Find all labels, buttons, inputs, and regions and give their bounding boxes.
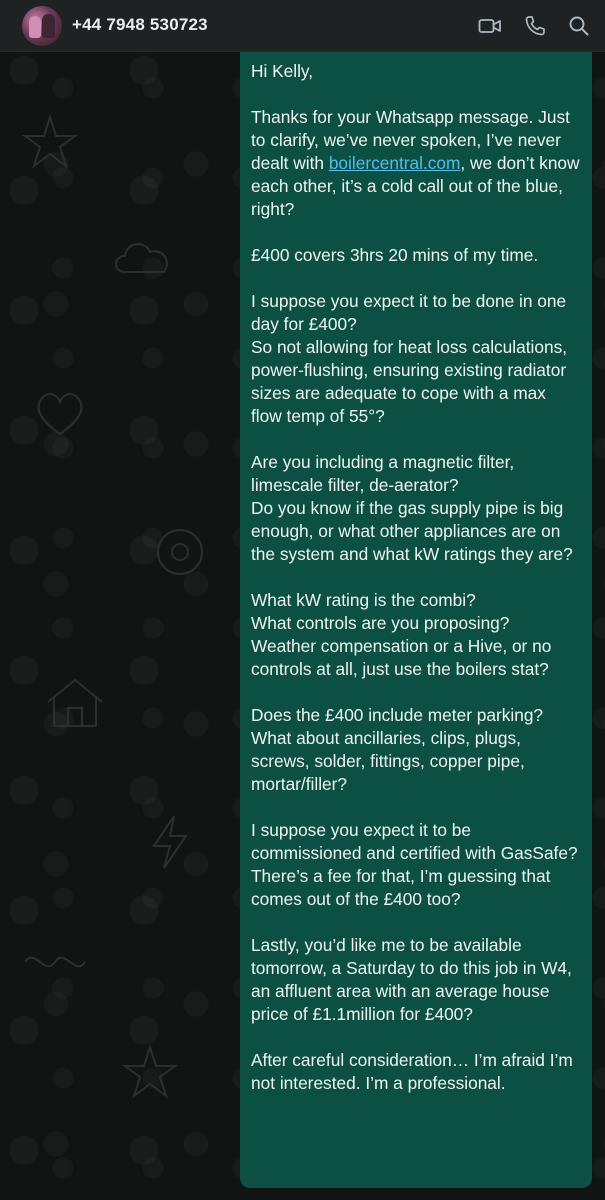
chat-header [0, 0, 605, 52]
contact-name[interactable]: +44 7948 530723 [72, 15, 208, 34]
doodle-star-icon [120, 1042, 180, 1102]
message-link[interactable]: boilercentral.com [328, 153, 461, 173]
outgoing-message-bubble[interactable] [240, 52, 592, 1188]
doodle-circle-icon [150, 522, 210, 582]
message-paragraph: What kW rating is the combi? What controls are you proposing? Weather compensation or a Hive, or no controls at all, just use the boilers stat? [251, 590, 552, 679]
avatar[interactable] [22, 6, 62, 46]
doodle-star-icon [20, 112, 80, 172]
message-paragraph: Hi Kelly, [251, 61, 314, 81]
doodle-house-icon [40, 672, 110, 732]
doodle-lightning-icon [140, 812, 200, 872]
message-paragraph: Lastly, you’d like me to be available tomorrow, a Saturday to do this job in W4, an affluent area with an average house price of £1.1million for £400? [251, 935, 572, 1024]
message-paragraph: Thanks for your Whatsapp message. Just to clarify, we’ve never spoken, I’ve never dealt with [251, 107, 570, 173]
voice-call-icon[interactable] [522, 13, 548, 39]
message-text [251, 60, 580, 1095]
message-paragraph: I suppose you expect it to be done in one day for £400? So not allowing for heat loss calculations, power-flushing, ensuring existing radiator sizes are adequate to cope with a max flow temp of 55°? [251, 291, 568, 426]
video-call-icon[interactable] [477, 13, 503, 39]
message-paragraph: , we don’t know each other, it’s a cold call out of the blue, right? [251, 153, 580, 219]
doodle-cloud-icon [110, 232, 180, 282]
search-icon[interactable] [566, 13, 592, 39]
doodle-wave-icon [20, 932, 90, 992]
message-paragraph: Does the £400 include meter parking? What about ancillaries, clips, plugs, screws, solder, fittings, copper pipe, mortar/filler? [251, 705, 544, 794]
message-paragraph: £400 covers 3hrs 20 mins of my time. [251, 245, 539, 265]
doodle-heart-icon [30, 382, 90, 442]
message-paragraph: I suppose you expect it to be commissioned and certified with GasSafe? There’s a fee for that, I’m guessing that comes out of the £400 too? [251, 820, 578, 909]
message-paragraph: Are you including a magnetic filter, limescale filter, de-aerator? Do you know if the gas supply pipe is big enough, or what other appliances are on the system and what kW ratings they are? [251, 452, 573, 564]
message-paragraph: After careful consideration… I’m afraid I’m not interested. I’m a professional. [251, 1050, 573, 1093]
